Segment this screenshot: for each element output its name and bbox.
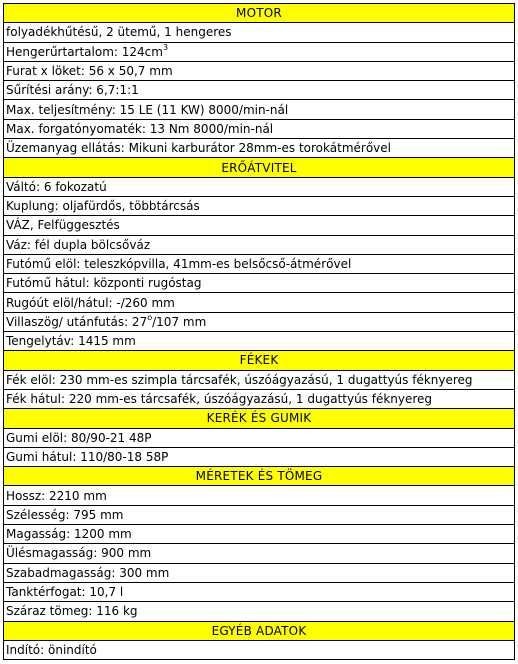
spec-text: Villaszög/ utánfutás: 27 [6,314,148,329]
spec-row [4,582,515,601]
spec-cell [4,505,515,524]
section-header-row [4,467,515,486]
spec-text: Futómű elöl: teleszkópvilla, 41mm-es belsőcső-átmérővel [6,257,352,271]
spec-cell [4,312,515,331]
spec-cell [4,216,515,235]
spec-row [4,119,515,138]
spec-row [4,100,515,119]
spec-row [4,312,515,331]
spec-cell [4,447,515,466]
spec-text: Gumi hátul: 110/80-18 58P [6,449,169,464]
spec-row [4,640,515,659]
spec-cell [4,196,515,215]
spec-text: Furat x löket: 56 x 50,7 mm [6,64,173,79]
spec-text: Váz: fél dupla bölcsőváz [6,237,151,252]
spec-text: Fék elöl: 230 mm-es szimpla tárcsafék, úszóágyazású, 1 dugattyús féknyereg [6,372,473,387]
spec-cell [4,119,515,138]
section-header-row [4,409,515,428]
spec-row [4,447,515,466]
spec-cell [4,23,515,42]
spec-cell [4,61,515,80]
spec-text: Sűrítési arány: 6,7:1:1 [6,83,139,98]
spec-text: Gumi elöl: 80/90-21 48P [6,430,152,445]
spec-text: Rugóút elöl/hátul: -/260 mm [6,295,175,310]
spec-cell [4,42,515,61]
spec-row [4,563,515,582]
spec-cell [4,81,515,100]
spec-cell [4,100,515,119]
spec-cell [4,389,515,408]
spec-text: Tengelytáv: 1415 mm [6,334,136,349]
section-title: KERÉK ÉS GUMIK [4,409,515,428]
spec-cell [4,640,515,659]
spec-cell [4,293,515,312]
spec-row [4,61,515,80]
spec-text: Szélesség: 795 mm [6,507,124,522]
spec-row [4,544,515,563]
spec-row [4,42,515,61]
spec-row [4,177,515,196]
spec-text: Indító: önindító [6,642,97,657]
spec-text: Fék hátul: 220 mm-es tárcsafék, úszóágyazású, 1 dugattyús féknyereg [6,392,433,407]
spec-text: Max. teljesítmény: 15 LE (11 KW) 8000/min-nál [6,102,289,117]
spec-cell [4,235,515,254]
spec-text: Szabadmagasság: 300 mm [6,565,170,580]
spec-cell [4,486,515,505]
spec-row [4,23,515,42]
spec-text: Futómű hátul: központi rugóstag [6,276,202,291]
spec-text: Hossz: 2210 mm [6,488,107,503]
spec-cell [4,563,515,582]
spec-row [4,139,515,158]
section-title: MOTOR [4,4,515,23]
spec-cell [4,525,515,544]
spec-cell [4,177,515,196]
section-header-row [4,621,515,640]
spec-row [4,486,515,505]
spec-text: Száraz tömeg: 116 kg [6,604,138,619]
spec-row [4,274,515,293]
spec-cell [4,139,515,158]
spec-row [4,505,515,524]
spec-cell [4,370,515,389]
spec-cell [4,428,515,447]
spec-text: Hengerűrtartalom: 124cm [6,44,163,59]
spec-row [4,293,515,312]
spec-text: VÁZ, Felfüggesztés [6,218,120,233]
spec-row [4,389,515,408]
spec-cell [4,254,515,273]
spec-text: Tanktérfogat: 10,7 l [6,585,124,600]
spec-cell [4,274,515,293]
spec-text: Ülésmagasság: 900 mm [6,546,152,561]
spec-text: Váltó: 6 fokozatú [6,179,107,194]
spec-row [4,602,515,621]
spec-row [4,525,515,544]
spec-row [4,332,515,351]
section-title: MÉRETEK ÉS TÖMEG [4,467,515,486]
section-title: FÉKEK [4,351,515,370]
spec-row [4,370,515,389]
spec-text: /107 mm [152,314,207,329]
spec-row [4,235,515,254]
section-title: EGYÉB ADATOK [4,621,515,640]
spec-cell [4,582,515,601]
spec-superscript: o [147,312,153,322]
section-title: ERŐÁTVITEL [4,158,515,177]
spec-cell [4,602,515,621]
spec-text: Üzemanyag ellátás: Mikuni karburátor 28mm-es torokátmérővel [6,141,391,156]
spec-row [4,216,515,235]
spec-cell [4,332,515,351]
section-header-row [4,351,515,370]
spec-row [4,254,515,273]
spec-text: Kuplung: oljafürdős, többtárcsás [6,199,200,214]
spec-row [4,428,515,447]
spec-text: Max. forgatónyomaték: 13 Nm 8000/min-nál [6,121,274,136]
spec-text: Magasság: 1200 mm [6,527,132,542]
spec-row [4,81,515,100]
spec-cell [4,544,515,563]
spec-text: folyadékhűtésű, 2 ütemű, 1 hengeres [6,25,232,40]
spec-superscript: 3 [162,42,169,52]
spec-row [4,196,515,215]
section-header-row [4,4,515,23]
spec-table [3,3,515,660]
section-header-row [4,158,515,177]
